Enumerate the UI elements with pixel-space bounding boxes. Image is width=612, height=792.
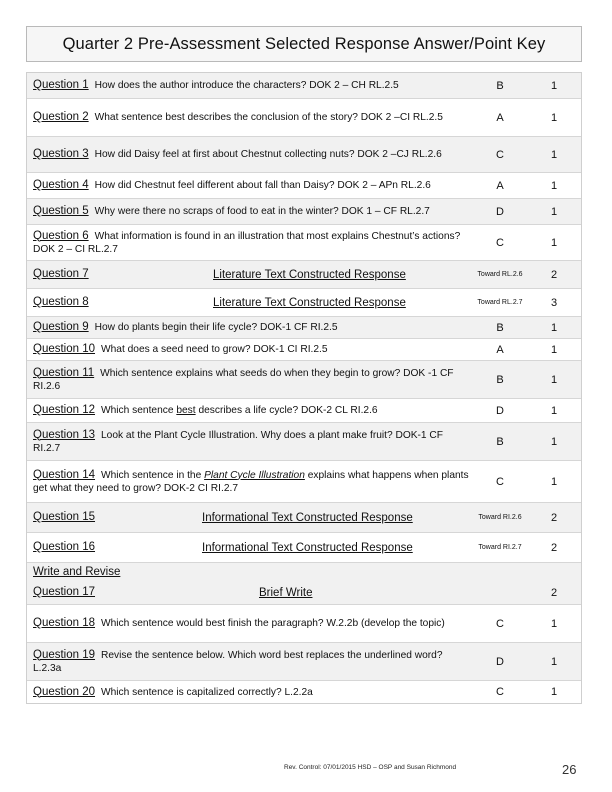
- points-cell: 1: [550, 179, 558, 192]
- section-header: Write and Revise: [33, 565, 121, 578]
- points-cell: 1: [550, 205, 558, 218]
- section-title: Literature Text Constructed Response: [213, 296, 406, 309]
- question-label: Question 1: [33, 79, 89, 91]
- question-text: Which sentence explains what seeds do when they begin to grow? DOK -1 CF RI.2.6: [33, 367, 454, 392]
- answer-cell: B: [496, 321, 504, 334]
- table-row: [27, 605, 581, 643]
- illustration-reference: Plant Cycle Illustration: [204, 469, 305, 481]
- question-text: Why were there no scraps of food to eat in the winter? DOK 1 – CF RL.2.7: [94, 206, 430, 217]
- table-row: [27, 643, 581, 681]
- table-row: [27, 423, 581, 461]
- question-label: Question 15: [33, 511, 96, 523]
- revision-footer: Rev. Control: 07/01/2015 HSD – OSP and Susan Richmond: [284, 764, 457, 771]
- points-cell: 1: [550, 435, 558, 448]
- points-cell: 1: [550, 475, 558, 488]
- table-row: [27, 361, 581, 399]
- table-row: [27, 461, 581, 503]
- points-cell: 1: [550, 236, 558, 249]
- title-box: [26, 26, 582, 62]
- question-label: Question 10: [33, 343, 96, 355]
- table-row: [27, 199, 581, 225]
- table-row: [27, 339, 581, 361]
- question-label: Question 3: [33, 148, 89, 160]
- answer-cell: D: [496, 655, 504, 668]
- question-label: Question 18: [33, 617, 96, 629]
- question-text: Which sentence would best finish the paragraph? W.2.2b (develop the topic): [101, 618, 445, 629]
- answer-cell: Toward RL.2.6: [477, 270, 523, 278]
- question-label: Question 7: [33, 268, 89, 280]
- answer-cell: C: [496, 475, 504, 488]
- question-label: Question 14: [33, 468, 96, 481]
- points-cell: 2: [550, 268, 558, 281]
- question-label: Question 8: [33, 296, 89, 308]
- question-text: How did Chestnut feel different about fall than Daisy? DOK 2 – APn RL.2.6: [94, 180, 431, 191]
- page-number: 26: [562, 762, 577, 777]
- question-text: How does the author introduce the characters? DOK 2 – CH RL.2.5: [94, 80, 399, 91]
- points-cell: 1: [550, 148, 558, 161]
- question-text: What does a seed need to grow? DOK-1 CI RI.2.5: [101, 344, 328, 355]
- table-row: [27, 73, 581, 99]
- answer-cell: C: [496, 686, 504, 698]
- answer-cell: D: [496, 205, 504, 218]
- section-header-row: [27, 563, 581, 581]
- table-row: [27, 261, 581, 289]
- table-row: [27, 399, 581, 423]
- table-row: [27, 503, 581, 533]
- table-row: [27, 681, 581, 703]
- table-row: [27, 173, 581, 199]
- question-text-pre: Which sentence: [101, 405, 174, 416]
- table-row: [27, 317, 581, 339]
- question-label: Question 16: [33, 541, 96, 553]
- answer-cell: C: [496, 236, 504, 249]
- answer-cell: B: [496, 79, 504, 92]
- answer-cell: Toward RI.2.7: [478, 543, 522, 551]
- question-label: Question 19: [33, 648, 96, 661]
- points-cell: 2: [550, 586, 558, 599]
- points-cell: 1: [550, 111, 558, 124]
- question-text: What information is found in an illustration that most explains Chestnut’s actions? DOK 2 – CI RL.2.7: [33, 230, 461, 255]
- answer-cell: D: [496, 404, 504, 417]
- answer-cell: A: [496, 111, 504, 124]
- table-row: [27, 99, 581, 137]
- answer-cell: [473, 581, 527, 604]
- question-text: How did Daisy feel at first about Chestnut collecting nuts? DOK 2 –CJ RL.2.6: [94, 149, 442, 160]
- table-row: [27, 533, 581, 563]
- question-label: Question 2: [33, 111, 89, 123]
- points-cell: 1: [550, 617, 558, 630]
- section-title: Informational Text Constructed Response: [202, 541, 413, 554]
- points-cell: 1: [550, 373, 558, 386]
- section-title: Informational Text Constructed Response: [202, 511, 413, 524]
- answer-cell: C: [496, 617, 504, 630]
- answer-cell: Toward RI.2.6: [478, 513, 522, 521]
- table-row: [27, 289, 581, 317]
- question-text-post: describes a life cycle? DOK-2 CL RI.2.6: [198, 405, 378, 416]
- points-cell: 1: [550, 686, 558, 698]
- question-text-pre: Which sentence in the: [101, 469, 202, 481]
- question-label: Question 20: [33, 685, 96, 698]
- question-text: What sentence best describes the conclusion of the story? DOK 2 –CI RL.2.5: [94, 112, 443, 123]
- table-row: [27, 581, 581, 605]
- points-cell: 3: [550, 296, 558, 309]
- points-cell: 2: [550, 511, 558, 524]
- question-label: Question 4: [33, 179, 89, 191]
- points-cell: 1: [550, 404, 558, 417]
- emphasis-word: best: [176, 405, 196, 416]
- question-label: Question 13: [33, 428, 96, 441]
- section-title: Brief Write: [259, 586, 313, 599]
- question-text: Look at the Plant Cycle Illustration. Why does a plant make fruit? DOK-1 CF RI.2.7: [33, 429, 444, 454]
- question-text-post: explains what happens when plants get what they need to grow? DOK-2 CI RI.2.7: [33, 469, 469, 494]
- points-cell: 1: [550, 321, 558, 334]
- question-text: Which sentence is capitalized correctly? L.2.2a: [101, 686, 313, 698]
- table-row: [27, 137, 581, 173]
- question-label: Question 6: [33, 229, 89, 242]
- points-cell: 2: [550, 541, 558, 554]
- answer-cell: A: [496, 343, 504, 356]
- question-label: Question 17: [33, 586, 96, 598]
- answer-cell: Toward RL.2.7: [477, 298, 523, 306]
- answer-key-table: [26, 72, 582, 704]
- answer-cell: B: [496, 435, 504, 448]
- question-text: How do plants begin their life cycle? DOK-1 CF RI.2.5: [94, 322, 338, 333]
- answer-cell: C: [496, 148, 504, 161]
- question-label: Question 11: [33, 366, 95, 379]
- page-title: Quarter 2 Pre-Assessment Selected Response Answer/Point Key: [62, 34, 546, 53]
- question-label: Question 5: [33, 205, 89, 217]
- section-title: Literature Text Constructed Response: [213, 268, 406, 281]
- points-cell: 1: [550, 655, 558, 668]
- question-text: Revise the sentence below. Which word best replaces the underlined word? L.2.3a: [33, 649, 443, 674]
- points-cell: 1: [550, 79, 558, 92]
- question-label: Question 9: [33, 321, 89, 333]
- table-row: [27, 225, 581, 261]
- answer-cell: B: [496, 373, 504, 386]
- question-label: Question 12: [33, 404, 96, 416]
- points-cell: 1: [550, 343, 558, 356]
- answer-cell: A: [496, 179, 504, 192]
